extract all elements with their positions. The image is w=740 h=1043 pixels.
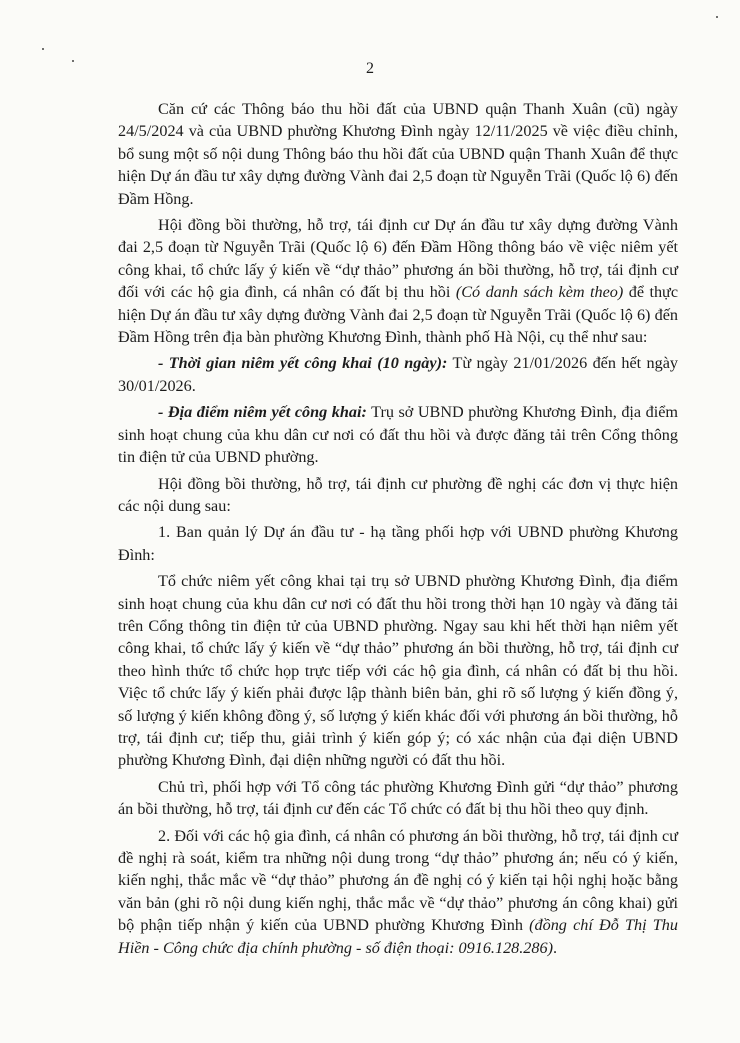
paragraph-announcement: Hội đồng bồi thường, hỗ trợ, tái định cư Dự án đầu tư xây dựng đường Vành đai 2,5 đoạn từ Nguyễn Trãi (Quốc lộ 6) đến Đầm Hồng thông báo về việc niêm yết công khai, tổ chức lấy ý kiến về “dự thảo” phương án bồi thường, hỗ trợ, tái định cư đối với các hộ gia đình, cá nhân có đất bị thu hồi (Có danh sách kèm theo) để thực hiện Dự án đầu tư xây dựng đường Vành đai 2,5 đoạn từ Nguyễn Trãi (Quốc lộ 6) đến Đầm Hồng trên địa bàn phường Khương Đình, thành phố Hà Nội, cụ thể như sau:: [118, 216, 679, 347]
paragraph-item-1: 1. Ban quản lý Dự án đầu tư - hạ tầng phối hợp với UBND phường Khương Đình:: [118, 523, 678, 564]
posting-location-label: - Địa điểm niêm yết công khai:: [158, 403, 367, 422]
document-body: [118, 98, 678, 959]
paragraph-posting-time: - Thời gian niêm yết công khai (10 ngày): Từ ngày 21/01/2026 đến hết ngày 30/01/2026.: [118, 354, 678, 395]
contact-note: (đồng chí Đỗ Thị Thu Hiền - Công chức địa chính phường - số điện thoại: 0916.128.286): [118, 916, 678, 957]
page-number: 2: [366, 60, 374, 77]
scan-speck: [716, 16, 718, 18]
paragraph-legal-basis: Căn cứ các Thông báo thu hồi đất của UBND quận Thanh Xuân (cũ) ngày 24/5/2024 và của UBND phường Khương Đình ngày 12/11/2025 về việc điều chỉnh, bổ sung một số nội dung Thông báo thu hồi đất của UBND quận Thanh Xuân để thực hiện Dự án đầu tư xây dựng đường Vành đai 2,5 đoạn từ Nguyễn Trãi (Quốc lộ 6) đến Đầm Hồng.: [118, 100, 678, 208]
paragraph-item-2: 2. Đối với các hộ gia đình, cá nhân có phương án bồi thường, hỗ trợ, tái định cư đề nghị rà soát, kiểm tra những nội dung trong “dự thảo” phương án; nếu có ý kiến, kiến nghị, thắc mắc về “dự thảo” phương án đề nghị có ý kiến tại hội nghị hoặc bằng văn bản (ghi rõ nội dung kiến nghị, thắc mắc về “dự thảo” phương án công khai) gửi bộ phận tiếp nhận ý kiến của UBND phường Khương Đình (đồng chí Đỗ Thị Thu Hiền - Công chức địa chính phường - số điện thoại: 0916.128.286).: [118, 826, 678, 957]
paragraph-item-1-coordination: Chủ trì, phối hợp với Tổ công tác phường Khương Đình gửi “dự thảo” phương án bồi thường, hỗ trợ, tái định cư đến các Tổ chức có đất bị thu hồi theo quy định.: [118, 777, 678, 819]
posting-time-label: - Thời gian niêm yết công khai (10 ngày):: [158, 354, 448, 373]
paragraph-request: Hội đồng bồi thường, hỗ trợ, tái định cư phường đề nghị các đơn vị thực hiện các nội dung sau:: [118, 474, 678, 515]
attachment-note: (Có danh sách kèm theo): [455, 283, 624, 302]
paragraph-item-1-detail: Tổ chức niêm yết công khai tại trụ sở UBND phường Khương Đình, địa điểm sinh hoạt chung của khu dân cư nơi có đất thu hồi trong thời hạn 10 ngày và đăng tải trên Cổng thông tin điện tử của UBND phường. Ngay sau khi hết thời hạn niêm yết công khai, tổ chức lấy ý kiến về “dự thảo” phương án bồi thường, hỗ trợ, tái định cư theo hình thức tổ chức họp trực tiếp với các hộ gia đình, cá nhân có đất bị thu hồi. Việc tổ chức lấy ý kiến phải được lập thành biên bản, ghi rõ số lượng ý kiến đồng ý, số lượng ý kiến không đồng ý, số lượng ý kiến khác đối với phương án bồi thường, hỗ trợ, tái định cư; tiếp thu, giải trình ý kiến góp ý; có xác nhận của đại diện UBND phường Khương Đình, đại diện những người có đất thu hồi.: [118, 572, 678, 770]
scan-speck: [42, 48, 44, 50]
paragraph-posting-location: - Địa điểm niêm yết công khai: Trụ sở UBND phường Khương Đình, địa điểm sinh hoạt chung của khu dân cư nơi có đất thu hồi và được đăng tải trên Cổng thông tin điện tử của UBND phường.: [118, 403, 678, 467]
